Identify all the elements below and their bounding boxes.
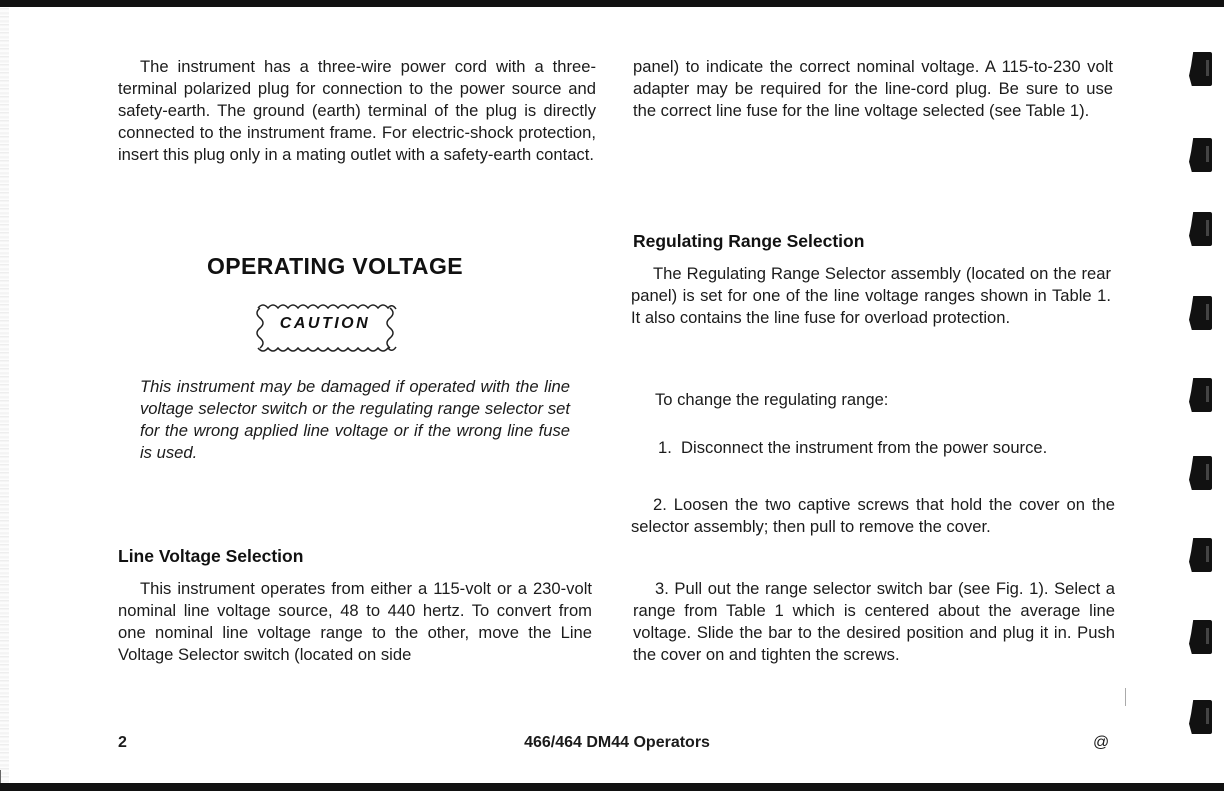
line-voltage-heading: Line Voltage Selection: [118, 546, 304, 566]
footer-mark: @: [1093, 734, 1110, 751]
line-voltage-paragraph: This instrument operates from either a 115-volt or a 230-volt nominal line voltage source, 48 to 440 hertz. To convert from one nominal line voltage range to the other, move the Line Voltage Selector switch (located on side: [118, 579, 592, 664]
step-3-text: 3. Pull out the range selector switch bar (see Fig. 1). Select a range from Table 1 which is centered about the average line voltage. Slide the bar to the desired position and plug it in. Push the cover on and tighten the screws.: [633, 579, 1115, 664]
right-intro-paragraph: [633, 56, 1113, 122]
binder-tab: [1193, 700, 1212, 734]
change-range-text: To change the regulating range:: [655, 390, 889, 409]
adapter-paragraph: panel) to indicate the correct nominal voltage. A 115-to-230 volt adapter may be required for the line-cord plug. Be sure to use the correct line fuse for the line voltage selected (see Table 1).: [633, 57, 1113, 120]
binder-tab: [1193, 378, 1212, 412]
step-3: [633, 578, 1115, 666]
binder-tab: [1193, 620, 1212, 654]
scan-mark: [1125, 688, 1126, 706]
line-voltage-body: [118, 578, 592, 666]
page-number: 2: [118, 734, 127, 751]
binder-tab: [1193, 538, 1212, 572]
caution-label: CAUTION: [279, 315, 371, 332]
step-2-text: 2. Loosen the two captive screws that hold the cover on the selector assembly; then pull to remove the cover.: [631, 495, 1115, 536]
caution-text: [140, 376, 570, 464]
binder-tab: [1193, 52, 1212, 86]
binder-tab: [1193, 212, 1212, 246]
power-cord-paragraph: The instrument has a three-wire power cord with a three-terminal polarized plug for connection to the power source and safety-earth. The ground (earth) terminal of the plug is directly connected to the instrument frame. For electric-shock protection, insert this plug only in a mating outlet with a safety-earth contact.: [118, 57, 596, 164]
binder-tab: [1193, 296, 1212, 330]
top-rule: [0, 0, 1224, 7]
caution-paragraph: This instrument may be damaged if operated with the line voltage selector switch or the regulating range selector set for the wrong applied line voltage or if the wrong line fuse is used.: [140, 377, 570, 462]
caution-box: [252, 300, 398, 354]
left-intro-paragraph: [118, 56, 596, 166]
step-2: [631, 494, 1115, 538]
scanned-page-edge: [0, 0, 9, 791]
section-title: OPERATING VOLTAGE: [207, 253, 463, 279]
regulating-range-body: [631, 263, 1111, 329]
step-1: [658, 437, 1118, 459]
regulating-range-paragraph: The Regulating Range Selector assembly (located on the rear panel) is set for one of the line voltage ranges shown in Table 1. It also contains the line fuse for overload protection.: [631, 264, 1111, 327]
binder-tab: [1193, 456, 1212, 490]
regulating-range-heading: Regulating Range Selection: [633, 231, 865, 251]
step-1-text: 1. Disconnect the instrument from the power source.: [658, 438, 1048, 457]
change-range-intro: [655, 389, 1115, 411]
footer-title: 466/464 DM44 Operators: [524, 734, 710, 751]
bottom-rule: [0, 783, 1224, 791]
binder-tab: [1193, 138, 1212, 172]
